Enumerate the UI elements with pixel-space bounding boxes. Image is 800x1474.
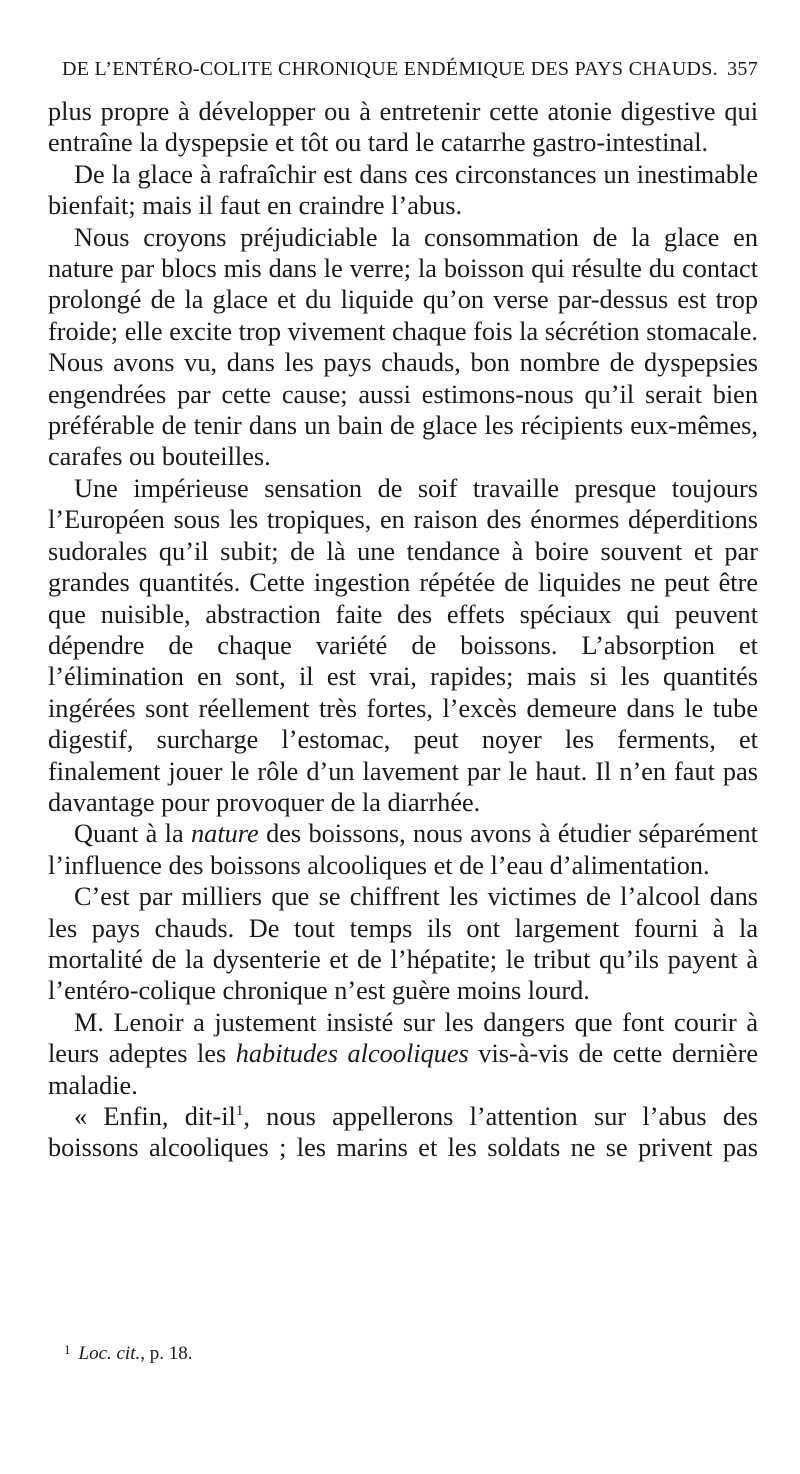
footnote-reference[interactable]: 1 [235,1103,244,1119]
footnote-marker: 1 [64,1342,71,1357]
footnote-page-ref: , p. 18. [140,1343,193,1364]
paragraph-5-end: des boissons, nous avons à étudier séparément l’influence des boissons alcooliques et de l’eau d’alimentation. [48,819,758,880]
paragraph-8 [48,1101,758,1164]
paragraph-5-emphasis: nature [191,819,259,849]
paragraph-4: Une impérieuse sensation de soif travaille presque toujours l’Européen sous les tropiques, en raison des énormes déperditions sudorales qu’il subit; de là une tendance à boire souvent et par grandes quantités. Cette ingestion répétée de liquides ne peut être que nuisible, abstraction faite des effets spéciaux qui peuvent dépendre de chaque variété de boissons. L’absorption et l’élimination en sont, il est vrai, rapides; mais si les quantités ingérées sont réellement très fortes, l’excès demeure dans le tube digestif, surcharge l’estomac, peut noyer les ferments, et finalement jouer le rôle d’un lavement par le haut. Il n’en faut pas davantage pour provoquer de la diarrhée. [48,473,758,817]
footnote [64,1343,193,1365]
paragraph-7-start: M. Lenoir a justement insisté sur les dangers que font courir à leurs adeptes les [48,1007,758,1069]
paragraph-3: Nous croyons préjudiciable la consommation de la glace en nature par blocs mis dans le verre; la boisson qui résulte du contact prolongé de la glace et du liquide qu’on verse par-dessus est trop froide; elle excite trop vivement chaque fois la sécrétion stomacale. Nous avons vu, dans les pays chauds, bon nombre de dyspepsies engendrées par cette cause; aussi estimons-nous qu’il serait bien préférable de tenir dans un bain de glace les récipients eux-mêmes, carafes ou bouteilles. [48,222,758,472]
running-head [62,58,758,90]
paragraph-6: C’est par milliers que se chiffrent les victimes de l’alcool dans les pays chauds. De tout temps ils ont largement fourni à la mortalité de la dysenterie et de l’hépatite; le tribut qu’ils payent à l’entéro-colique chronique n’est guère moins lourd. [48,882,758,1006]
book-page [48,58,758,1164]
paragraph-5 [48,818,758,881]
running-title: DE L’ENTÉRO-COLITE CHRONIQUE ENDÉMIQUE DES PAYS CHAUDS. [62,58,718,80]
paragraph-7-emphasis: habitudes alcooliques [235,1039,469,1069]
paragraph-7 [48,1007,758,1101]
body-text [48,96,758,1164]
paragraph-5-start: Quant à la [74,819,192,849]
paragraph-8-start: « Enfin, dit-il [74,1102,236,1131]
paragraph-7-end: vis-à-vis de cette dernière maladie. [48,1039,759,1100]
paragraph-8-end: , nous appellerons l’attention sur l’abus des boissons alcooliques ; les marins et les soldats ne se privent pas [48,1102,758,1163]
paragraph-2: De la glace à rafraîchir est dans ces circonstances un inestimable bienfait; mais il faut en craindre l’abus. [48,159,758,221]
footnote-source: Loc. cit. [78,1343,141,1364]
paragraph-1: plus propre à développer ou à entretenir cette atonie digestive qui entraîne la dyspepsie et tôt ou tard le catarrhe gastro-intestinal. [48,97,758,158]
page-number: 357 [727,58,758,80]
